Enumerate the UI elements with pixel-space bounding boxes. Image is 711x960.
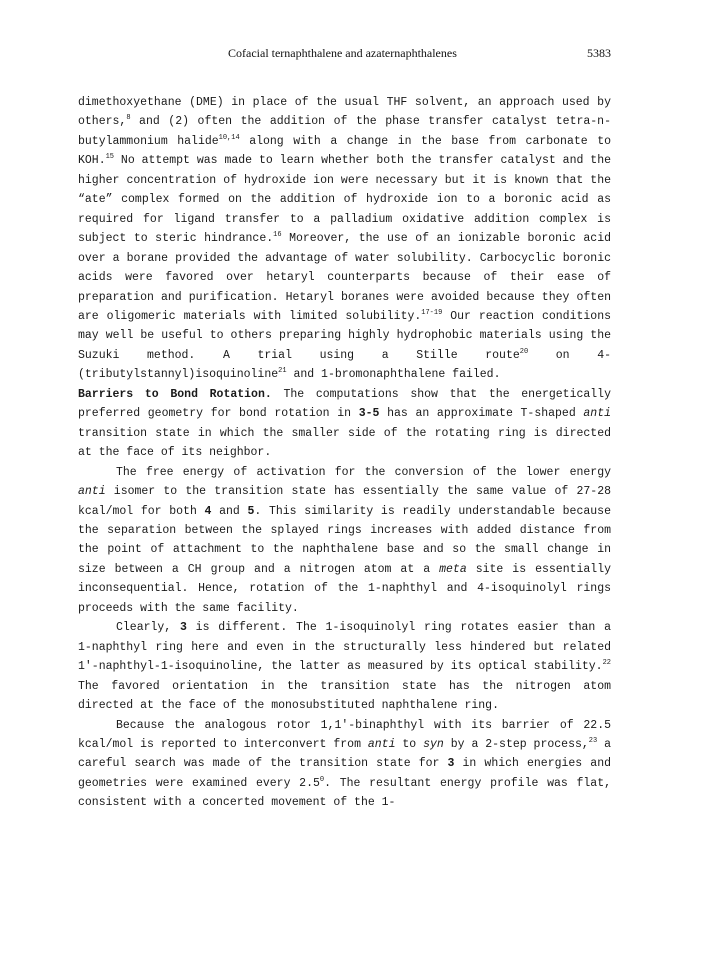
text-run: dimethoxyethane (DME) in place of the usual THF solvent, an approach used by others, <box>78 96 611 129</box>
text-run: . This similarity is readily understandable because the separation between the splayed rings increases with added distance from the point of attachment to the naphthalene base and so the small change in size between a CH group and a nitrogen atom at a <box>78 504 611 576</box>
text-run: in which energies and geometries were examined every 2.5 <box>78 757 612 790</box>
text-run: on 4-(tributylstannyl)isoquinoline <box>78 348 611 382</box>
compound-number: 3 <box>180 621 187 635</box>
text-run: Because the analogous rotor 1,1′-binaphthyl with its barrier of 22.5 kcal/mol is reported to interconvert from <box>78 718 611 751</box>
text-run: . The resultant energy profile was flat, consistent with a concerted movement of the 1- <box>78 776 612 810</box>
italic-term: anti <box>78 485 106 499</box>
reference-superscript: 17-19 <box>421 308 443 317</box>
italic-term: meta <box>439 562 467 576</box>
italic-term: anti <box>583 407 612 421</box>
text-run: by a 2-step process, <box>443 737 589 751</box>
reference-superscript: 20 <box>519 347 529 356</box>
page-number: 5383 <box>587 46 611 60</box>
degree-superscript: 0 <box>319 775 325 784</box>
italic-term: anti <box>367 737 396 751</box>
text-run: and 1-bromonaphthalene failed. <box>286 368 501 382</box>
text-run: The favored orientation in the transition state has the nitrogen atom directed at the face of the monosubstituted naphthalene ring. <box>78 679 611 713</box>
section-heading: Barriers to Bond Rotation. <box>78 387 272 401</box>
text-run: Our reaction conditions may well be useful to others preparing highly hydrophobic materials using the Suzuki method. A trial using a Stille route <box>78 309 611 362</box>
text-run: has an approximate T-shaped <box>379 407 584 421</box>
compound-number: 3-5 <box>358 407 380 421</box>
reference-superscript: 15 <box>105 153 115 162</box>
paragraph-free-energy <box>78 463 611 619</box>
text-run: to <box>395 737 424 751</box>
reference-superscript: 21 <box>278 367 287 376</box>
italic-term: syn <box>423 737 444 751</box>
reference-superscript: 23 <box>588 736 598 745</box>
text-run: isomer to the transition state has essentially the same value of 27-28 kcal/mol for both <box>78 485 611 518</box>
text-run: site is essentially inconsequential. Hence, rotation of the 1-naphthyl and 4-isoquinolyl rings proceeds with the same facility. <box>78 562 611 615</box>
reference-superscript: 10,14 <box>218 133 240 142</box>
text-run: and <box>211 504 248 518</box>
text-run: is different. The 1-isoquinolyl ring rotates easier than a 1-naphthyl ring here and even in the structurally less hindered but related 1′-naphthyl-1-isoquinoline, the latter as measured by its optical stability. <box>78 621 611 674</box>
text-run: Clearly, <box>116 621 180 635</box>
text-run: No attempt was made to learn whether both the transfer catalyst and the higher concentration of hydroxide ion were necessary but it is known that the “ate” complex formed on the addition of hydroxide ion to a boronic acid as required for ligand transfer to a palladium oxidative addition complex is subject to steric hindrance. <box>78 154 611 246</box>
compound-number: 4 <box>204 504 212 518</box>
article-body <box>78 93 611 813</box>
running-title: Cofacial ternaphthalene and azaternaphthalenes <box>228 46 457 60</box>
reference-superscript: 16 <box>273 231 282 240</box>
reference-superscript: 22 <box>602 659 611 668</box>
text-run: Moreover, the use of an ionizable boronic acid over a borane provided the advantage of water solubility. Carbocyclic boronic acids were favored over hetaryl counterparts because of their ease of preparation and purification. Hetaryl boranes were avoided because they often are oligomeric materials with limited solubility. <box>78 232 611 323</box>
text-run: and (2) often the addition of the phase transfer catalyst tetra-n-butylammonium halide <box>78 115 611 148</box>
paragraph-suzuki-conditions <box>78 93 611 385</box>
paragraph-isoquinolyl <box>78 618 611 715</box>
compound-number: 5 <box>247 504 255 518</box>
text-run: The free energy of activation for the conversion of the lower energy <box>116 465 611 479</box>
paragraph-binaphthyl <box>78 716 611 813</box>
text-run: a careful search was made of the transition state for <box>78 737 611 771</box>
text-run: The computations show that the energetically preferred geometry for bond rotation in <box>78 387 611 421</box>
paragraph-bond-rotation <box>78 385 611 463</box>
text-run: along with a change in the base from carbonate to KOH. <box>78 134 611 168</box>
reference-superscript: 8 <box>126 114 131 123</box>
compound-number: 3 <box>447 757 455 771</box>
text-run: transition state in which the smaller side of the rotating ring is directed at the face of its neighbor. <box>78 426 611 460</box>
